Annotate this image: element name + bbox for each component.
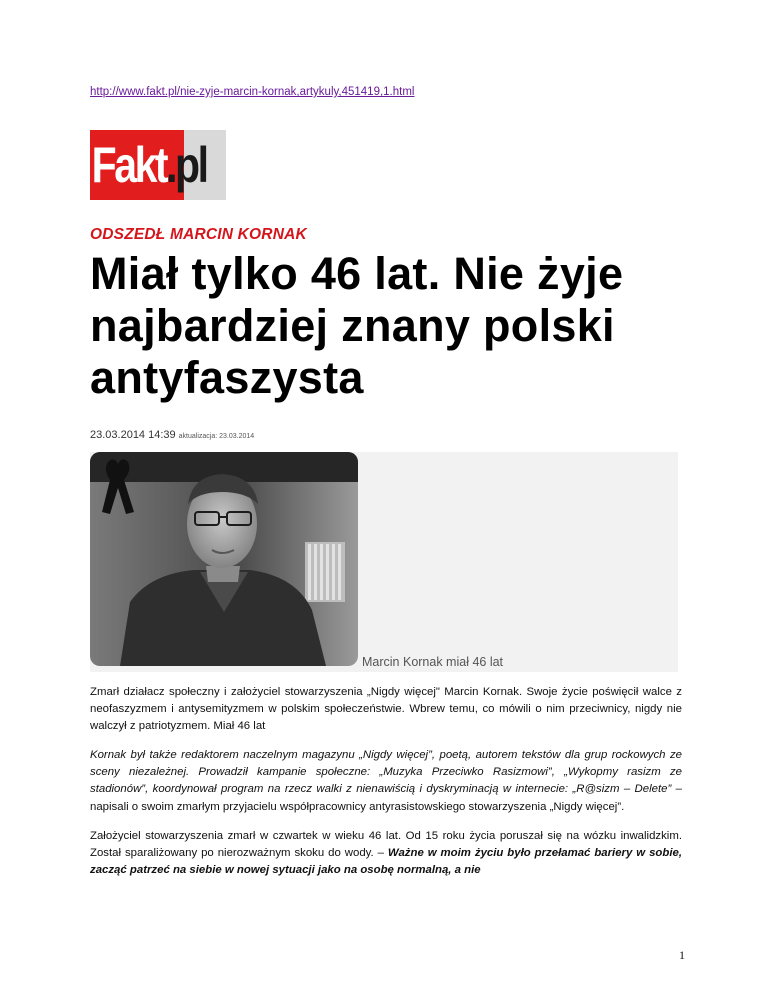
article-dateline xyxy=(90,429,254,441)
article-photo-box xyxy=(90,452,678,672)
publish-date: 23.03.2014 14:39 xyxy=(90,429,176,441)
paragraph-3 xyxy=(90,828,682,880)
logo-main-text: Fakt xyxy=(91,137,167,193)
paragraph-2-attribution: – napisali o swoim zmarłym przyjacielu współpracownicy antyrasistowskiego stowarzyszenia „Nigdy więcej”. xyxy=(90,783,682,813)
paragraph-2-quote: Kornak był także redaktorem naczelnym magazynu „Nigdy więcej”, poetą, autorem tekstów dla grup rockowych ze sceny niezależnej. Prowadził kampanie społeczne: „Muzyka Przeciwko Rasizmowi”, „Wykopmy rasizm ze stadionów”, koordynował program na rzecz walki z nienawiścią i dyskryminacją w internecie: „R@sizm – Delete” xyxy=(90,749,682,796)
paragraph-3-quote: Ważne w moim życiu było przełamać bariery w sobie, zacząć patrzeć na siebie w nowej sytuacji jako na osobę normalną, a nie xyxy=(90,847,682,877)
article-photo xyxy=(90,452,358,666)
photo-caption: Marcin Kornak miał 46 lat xyxy=(362,655,504,669)
paragraph-3-text: Założyciel stowarzyszenia zmarł w czwartek w wieku 46 lat. Od 15 roku życia poruszał się na wózku inwalidzkim. Został sparaliżowany po nierozważnym skoku do wody. – xyxy=(90,830,682,860)
paragraph-2 xyxy=(90,747,682,816)
logo-suffix: pl xyxy=(175,137,207,193)
fakt-logo xyxy=(90,130,226,200)
article-headline: Miał tylko 46 lat. Nie żyje najbardziej znany polski antyfaszysta xyxy=(90,248,624,403)
paragraph-1: Zmarł działacz społeczny i założyciel stowarzyszenia „Nigdy więcej" Marcin Kornak. Swoje życie poświęcił walce z neofaszyzmem i antysemityzmem w polskim społeczeństwie. Wbrew temu, co mówili o nim przeciwnicy, nigdy nie walczył z patriotyzmem. Miał 46 lat xyxy=(90,686,682,733)
logo-wordmark xyxy=(90,137,207,193)
source-url-link[interactable]: http://www.fakt.pl/nie-zyje-marcin-kornak,artykuly,451419,1.html xyxy=(90,86,415,98)
page-number: 1 xyxy=(679,948,685,962)
logo-dot: . xyxy=(166,137,176,193)
article-kicker: ODSZEDŁ MARCIN KORNAK xyxy=(90,226,307,243)
update-date: aktualizacja: 23.03.2014 xyxy=(178,433,255,440)
